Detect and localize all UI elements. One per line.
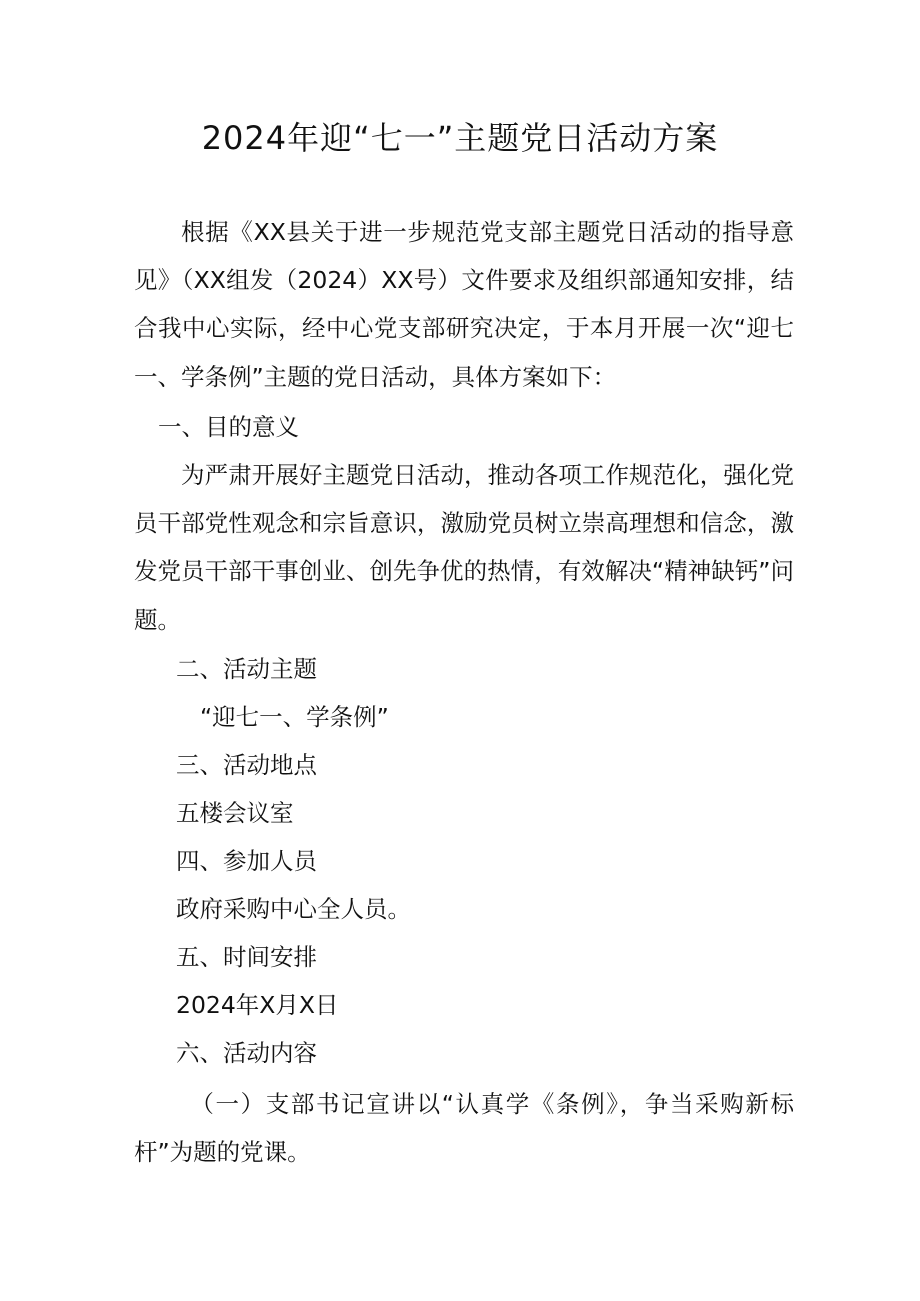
section-body-location: 五楼会议室 <box>176 799 294 827</box>
section-body-content: （一）支部书记宣讲以“认真学《条例》，争当采购新标杆”为题的党课。 <box>134 1090 794 1167</box>
section-body-schedule: 2024年X月X日 <box>176 991 339 1019</box>
section-heading-purpose: 一、目的意义 <box>158 413 299 441</box>
intro-paragraph: 根据《XX县关于进一步规范党支部主题党日活动的指导意见》（XX组发（2024）XX号）文件要求及组织部通知安排，结合我中心实际，经中心党支部研究决定，于本月开展一次“迎七一、学条例”主题的党日活动，具体方案如下： <box>134 218 794 391</box>
section-heading-theme: 二、活动主题 <box>176 655 317 683</box>
section-heading-participants: 四、参加人员 <box>176 847 317 875</box>
section-heading-location: 三、活动地点 <box>176 751 317 779</box>
section-heading-content: 六、活动内容 <box>176 1039 317 1067</box>
document-title: 2024年迎“七一”主题党日活动方案 <box>201 119 719 157</box>
section-heading-schedule: 五、时间安排 <box>176 943 317 971</box>
section-body-purpose: 为严肃开展好主题党日活动，推动各项工作规范化，强化党员干部党性观念和宗旨意识，激励党员树立崇高理想和信念，激发党员干部干事创业、创先争优的热情，有效解决“精神缺钙”问题。 <box>134 461 794 634</box>
section-body-participants: 政府采购中心全人员。 <box>176 895 411 923</box>
section-body-theme: “迎七一、学条例” <box>200 703 389 731</box>
